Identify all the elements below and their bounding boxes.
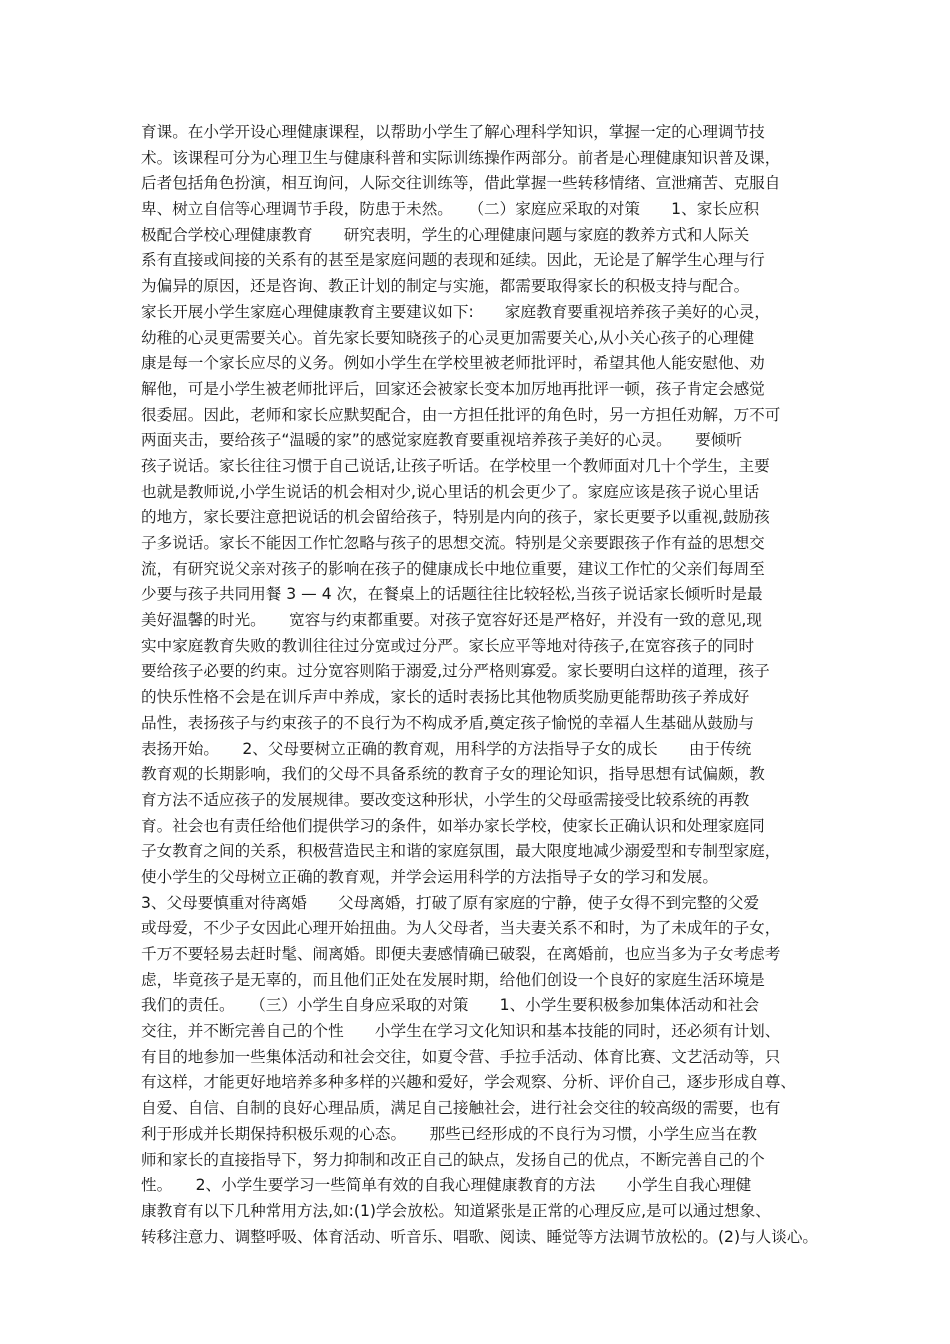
text-line: 为偏异的原因，还是咨询、教正计划的制定与实施，都需要取得家长的积极支持与配合。 xyxy=(141,277,750,296)
text-line: 表扬开始。 2、父母要树立正确的教育观，用科学的方法指导子女的成长 由于传统 xyxy=(141,739,752,758)
text-line: 少要与孩子共同用餐 3 — 4 次，在餐桌上的话题往往比较轻松,当孩子说话家长倾听时是最 xyxy=(141,585,763,604)
text-line: 的地方，家长要注意把说话的机会留给孩子，特别是内向的孩子，家长更要予以重视,鼓励孩 xyxy=(141,508,770,527)
text-line: 虑，毕竟孩子是无辜的，而且他们正处在发展时期，给他们创设一个良好的家庭生活环境是 xyxy=(141,970,765,989)
body-text xyxy=(141,120,821,1250)
text-line: 极配合学校心理健康教育 研究表明，学生的心理健康问题与家庭的教养方式和人际关 xyxy=(141,225,750,244)
text-line: 也就是教师说,小学生说话的机会相对少,说心里话的机会更少了。家庭应该是孩子说心里话 xyxy=(141,482,760,501)
text-line: 有目的地参加一些集体活动和社会交往，如夏令营、手拉手活动、体育比赛、文艺活动等，只 xyxy=(141,1047,781,1066)
text-line: 系有直接或间接的关系有的甚至是家庭问题的表现和延续。因此，无论是了解学生心理与行 xyxy=(141,251,765,270)
text-line: 交往，并不断完善自己的个性 小学生在学习文化知识和基本技能的同时，还必须有计划、 xyxy=(141,1022,781,1041)
text-line: 后者包括角色扮演，相互询问，人际交往训练等，借此掌握一些转移情绪、宣泄痛苦、克服自 xyxy=(141,174,781,193)
text-line: 使小学生的父母树立正确的教育观，并学会运用科学的方法指导子女的学习和发展。 xyxy=(141,867,718,886)
text-line: 的快乐性格不会是在训斥声中养成，家长的适时表扬比其他物质奖励更能帮助孩子养成好 xyxy=(141,688,750,707)
text-line: 教育观的长期影响，我们的父母不具备系统的教育子女的理论知识，指导思想有试偏颇，教 xyxy=(141,765,765,784)
text-line: 康是每一个家长应尽的义务。例如小学生在学校里被老师批评时，希望其他人能安慰他、劝 xyxy=(141,354,765,373)
text-line: 解他，可是小学生被老师批评后，回家还会被家长变本加厉地再批评一顿，孩子肯定会感觉 xyxy=(141,379,765,398)
text-line: 自爱、自信、自制的良好心理品质，满足自己接触社会，进行社会交往的较高级的需要，也有 xyxy=(141,1099,781,1118)
text-line: 康教育有以下几种常用方法,如:(1)学会放松。知道紧张是正常的心理反应,是可以通过想象、 xyxy=(141,1201,771,1220)
text-line: 我们的责任。 （三）小学生自身应采取的对策 1、小学生要积极参加集体活动和社会 xyxy=(141,996,760,1015)
text-line: 千万不要轻易去赶时髦、闹离婚。即便夫妻感情确已破裂，在离婚前，也应当多为子女考虑考 xyxy=(141,945,781,963)
text-line: 有这样，才能更好地培养多种多样的兴趣和爱好，学会观察、分析、评价自己，逐步形成自尊、 xyxy=(141,1073,796,1092)
text-line: 美好温馨的时光。 宽容与约束都重要。对孩子宽容好还是严格好，并没有一致的意见,现 xyxy=(141,611,762,630)
text-line: 子多说话。家长不能因工作忙忽略与孩子的思想交流。特别是父亲要跟孩子作有益的思想交 xyxy=(141,534,765,552)
text-line: 卑、树立自信等心理调节手段，防患于未然。 （二）家庭应采取的对策 1、家长应积 xyxy=(141,200,760,219)
text-line: 子女教育之间的关系，积极营造民主和谐的家庭氛围，最大限度地减少溺爱型和专制型家庭， xyxy=(141,842,781,861)
text-line: 品性，表扬孩子与约束孩子的不良行为不构成矛盾,奠定孩子愉悦的幸福人生基础从鼓励与 xyxy=(141,713,755,732)
text-line: 孩子说话。家长往往习惯于自己说话,让孩子听话。在学校里一个教师面对几十个学生，主要 xyxy=(141,456,770,475)
text-line: 流，有研究说父亲对孩子的影响在孩子的健康成长中地位重要，建议工作忙的父亲们每周至 xyxy=(141,559,765,578)
text-line: 育方法不适应孩子的发展规律。要改变这种形状，小学生的父母亟需接受比较系统的再教 xyxy=(141,790,750,809)
text-line: 师和家长的直接指导下，努力抑制和改正自己的缺点，发扬自己的优点，不断完善自己的个 xyxy=(141,1150,765,1169)
text-line: 转移注意力、调整呼吸、体育活动、听音乐、唱歌、阅读、睡觉等方法调节放松的。(2)与人谈心。 xyxy=(141,1227,819,1246)
text-line: 利于形成并长期保持积极乐观的心态。 那些已经形成的不良行为习惯，小学生应当在教 xyxy=(141,1124,757,1143)
text-line: 术。该课程可分为心理卫生与健康科普和实际训练操作两部分。前者是心理健康知识普及课， xyxy=(141,148,781,167)
text-line: 家长开展小学生家庭心理健康教育主要建议如下: 家庭教育要重视培养孩子美好的心灵， xyxy=(141,302,771,321)
text-line: 3、父母要慎重对待离婚 父母离婚，打破了原有家庭的宁静，使子女得不到完整的父爱 xyxy=(141,893,760,912)
text-line: 幼稚的心灵更需要关心。首先家长要知晓孩子的心灵更加需要关心,从小关心孩子的心理健 xyxy=(141,328,755,347)
text-line: 或母爱，不少子女因此心理开始扭曲。为人父母者，当夫妻关系不和时，为了未成年的子女， xyxy=(141,919,781,938)
text-line: 两面夹击，要给孩子“温暖的家”的感觉家庭教育要重视培养孩子美好的心灵。 要倾听 xyxy=(141,431,742,450)
text-line: 育课。在小学开设心理健康课程，以帮助小学生了解心理科学知识，掌握一定的心理调节技 xyxy=(141,123,765,141)
text-line: 实中家庭教育失败的教训往往过分宽或过分严。家长应平等地对待孩子,在宽容孩子的同时 xyxy=(141,636,755,655)
text-line: 育。社会也有责任给他们提供学习的条件，如举办家长学校，使家长正确认识和处理家庭同 xyxy=(141,816,765,835)
text-line: 很委屈。因此，老师和家长应默契配合，由一方担任批评的角色时，另一方担任劝解，万不可 xyxy=(141,405,781,424)
text-line: 要给孩子必要的约束。过分宽容则陷于溺爱,过分严格则寡爱。家长要明白这样的道理，孩子 xyxy=(141,662,770,681)
text-line: 性。 2、小学生要学习一些简单有效的自我心理健康教育的方法 小学生自我心理健 xyxy=(141,1176,752,1195)
